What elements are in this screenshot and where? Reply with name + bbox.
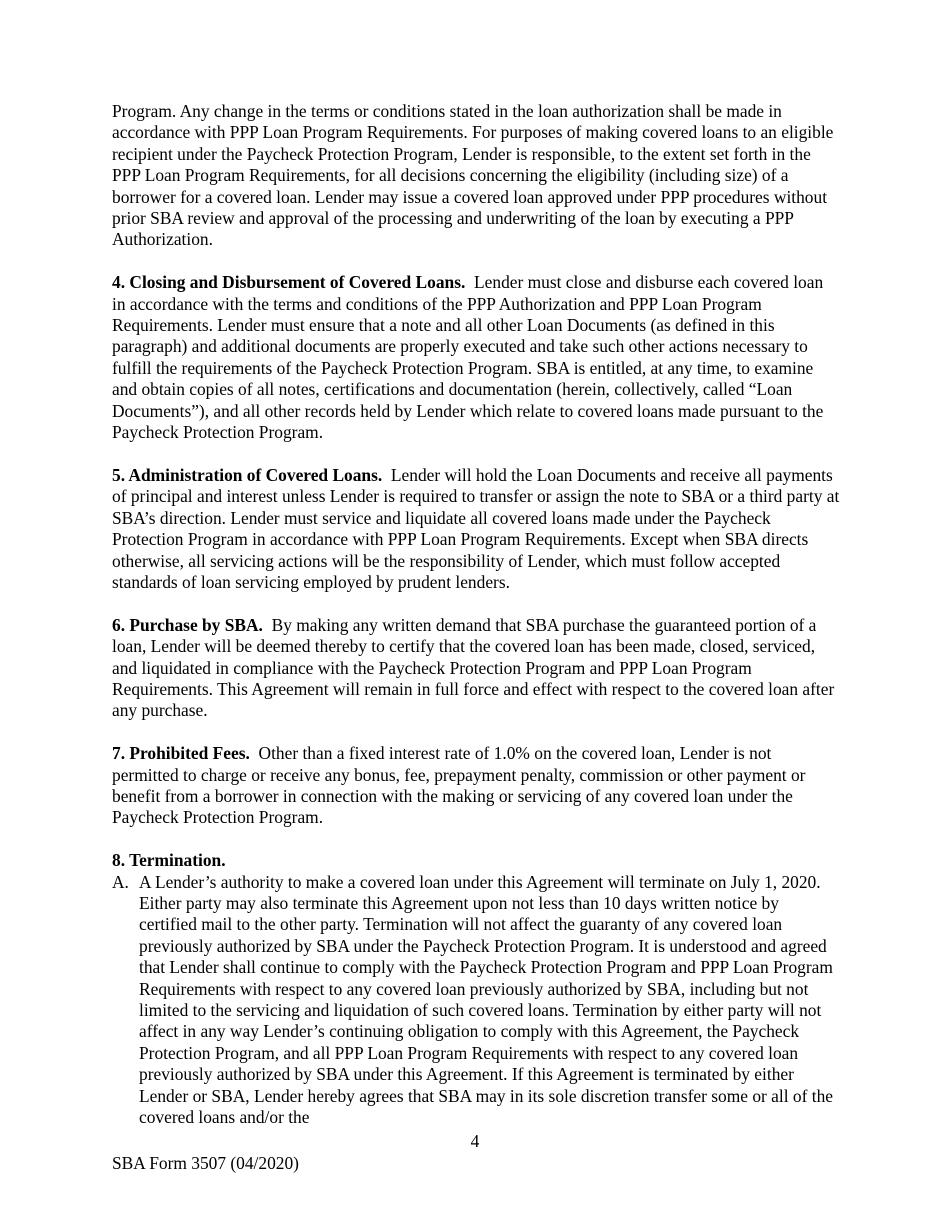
- section-4-closing-disbursement: [112, 272, 840, 443]
- section-5-administration: [112, 465, 840, 593]
- section-6-heading: 6. Purchase by SBA.: [112, 614, 263, 635]
- section-5-heading: 5. Administration of Covered Loans.: [112, 464, 383, 485]
- footer-form-id: SBA Form 3507 (04/2020): [112, 1153, 299, 1173]
- section-7-text: Other than a fixed interest rate of 1.0% on the covered loan, Lender is not permitted to charge or receive any bonus, fee, prepayment penalty, commission or other payment or benefit from a borrower in connection with the making or servicing of any covered loan under the Paycheck Protection Program.: [112, 743, 806, 828]
- section-7-prohibited-fees: [112, 743, 840, 829]
- section-8-heading: 8. Termination.: [112, 850, 226, 871]
- page-number: 4: [470, 1131, 480, 1151]
- document-body: [112, 101, 840, 1128]
- item-a-text: A Lender’s authority to make a covered loan under this Agreement will terminate on July 1, 2020. Either party may also terminate this Agreement upon not less than 10 days written notice by certified mail to the other party. Termination will not affect the guaranty of any covered loan previously authorized by SBA under the Paycheck Protection Program. It is understood and agreed that Lender shall continue to comply with the Paycheck Protection Program and PPP Loan Program Requirements with respect to any covered loan previously authorized by SBA, including but not limited to the servicing and liquidation of such covered loans. Termination by either party will not affect in any way Lender’s continuing obligation to comply with this Agreement, the Paycheck Protection Program, and all PPP Loan Program Requirements with respect to any covered loan previously authorized by SBA under this Agreement. If this Agreement is terminated by either Lender or SBA, Lender hereby agrees that SBA may in its sole discretion transfer some or all of the covered loans and/or the: [139, 871, 833, 1128]
- section-7-heading: 7. Prohibited Fees.: [112, 743, 250, 764]
- section-6-purchase: [112, 615, 840, 722]
- section-4-heading: 4. Closing and Disbursement of Covered Loans.: [112, 272, 466, 293]
- item-a-label: A.: [112, 871, 129, 892]
- section-4-text: Lender must close and disburse each covered loan in accordance with the terms and conditions of the PPP Authorization and PPP Loan Program Requirements. Lender must ensure that a note and all other Loan Documents (as defined in this paragraph) and additional documents are properly executed and take such other actions necessary to fulfill the requirements of the Paycheck Protection Program. SBA is entitled, at any time, to examine and obtain copies of all notes, certifications and documentation (herein, collectively, called “Loan Documents”), and all other records held by Lender which relate to covered loans made pursuant to the Paycheck Protection Program.: [112, 272, 824, 443]
- section-6-text: By making any written demand that SBA purchase the guaranteed portion of a loan, Lender will be deemed thereby to certify that the covered loan has been made, closed, serviced, and liquidated in compliance with the Paycheck Protection Program and PPP Loan Program Requirements. This Agreement will remain in full force and effect with respect to the covered loan after any purchase.: [112, 614, 835, 721]
- section-5-text: Lender will hold the Loan Documents and receive all payments of principal and interest unless Lender is required to transfer or assign the note to SBA or a third party at SBA’s direction. Lender must service and liquidate all covered loans made under the Paycheck Protection Program in accordance with PPP Loan Program Requirements. Except when SBA directs otherwise, all servicing actions will be the responsibility of Lender, which must follow accepted standards of loan servicing employed by prudent lenders.: [112, 464, 840, 592]
- paragraph-continuation: Program. Any change in the terms or conditions stated in the loan authorization shall be made in accordance with PPP Loan Program Requirements. For purposes of making covered loans to an eligible recipient under the Paycheck Protection Program, Lender is responsible, to the extent set forth in the PPP Loan Program Requirements, for all decisions concerning the eligibility (including size) of a borrower for a covered loan. Lender may issue a covered loan approved under PPP procedures without prior SBA review and approval of the processing and underwriting of the loan by executing a PPP Authorization.: [112, 101, 834, 250]
- section-8-item-a: [112, 872, 840, 1129]
